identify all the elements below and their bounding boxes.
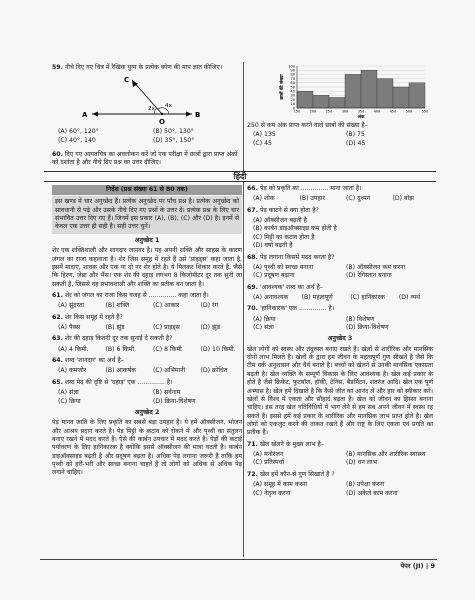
instructions-body: इस खण्ड में चार अनुच्छेद हैं। प्रत्येक अनुच्छेद पर पाँच प्रश्न है। प्रत्येक अनुच्छेद को सावधानी से पढ़े और उसके नीचे दिए गए प्रश्नों के उत्तर दें। प्रत्येक प्रश्न के लिए चार संभावित उत्तर दिए गए हैं। जिनमें इस प्रकार (A), (B), (C) और (D) है। इनमें से केवल एक उत्तर ही सही है। सही उत्तर चुनें। (52, 196, 242, 233)
y-tick-label: 40 (290, 89, 295, 94)
option-c[interactable]: (C) प्राइड्स (153, 324, 180, 332)
options-67 (253, 217, 433, 250)
option-d[interactable]: (D) क्रिया-विशेषण (153, 397, 196, 405)
histogram (247, 62, 433, 120)
question-text: शब्द 'शानदार' का अर्थ है– (64, 357, 124, 365)
question-number: 61. (52, 291, 63, 299)
y-tick-label: 50 (290, 85, 295, 90)
option-a[interactable]: (A) क्रिया (253, 315, 276, 323)
label-o: O (159, 118, 165, 127)
y-tick-label: 30 (290, 93, 295, 98)
question-60-prompt: 250 से कम अंक प्राप्त करने वाले छात्रों की संख्या है– (247, 122, 368, 129)
instructions-header: निर्देश (प्रश्न संख्या 61 से 80 तक) (52, 185, 242, 195)
option-c[interactable]: (C) प्रतिस्पर्धा (253, 459, 285, 467)
question-text: दिए गए आयतचित्र का अवलोकन करें जो एक परीक्षा में छात्रों द्वारा प्राप्त अंकों को दर्शाता है और नीचे दिए प्रश्न का उत्तर दीजिए। (52, 151, 238, 167)
passage-2-text: पेड़ मानव जाति के लिए प्रकृति का सबसे बड़ा उपहार है। ये हमें ऑक्सीजन, भोजन और आश्रय प्रदान करते है। पेड़ मिट्टी के कटाव को रोकने में और पृथ्वी का संतुलन बनाए रखने में मदद करते हैं। ऐसे की कार्बन उपचार में मदद करते है। पेड़ों की कटाई पर्यावरण के लिए हानिकारक है क्योंकि इससे ऑक्सीजन की मात्रा घटती है। कार्बन डाइऑक्साइड बढ़ती है और प्रदूषण बढ़ता है। अधिक पेड़ लगाना जरूरी है ताकि हम पृथ्वी को हरी-भरी और स्वच्छ बनाना चाहते है तो लोगों को अधिक से अधिक पेड़ लगाने चाहिए। (52, 419, 242, 477)
question-number: 72. (247, 470, 258, 478)
option-d[interactable]: (D) रेगिस्तान बनाना (346, 272, 392, 280)
y-tick-label: 20 (290, 97, 295, 102)
option-d[interactable]: (D) क्रिया-विशेषण (346, 324, 389, 332)
label-b: B (195, 111, 201, 120)
passage-3-text: खेल लोगों को स्वस्थ और तंदुरुस्त बनाए रखते है। खेलों से शारीरिक और मानसिक दोनों लाभ मिलते है। खेलों के द्वारा हम जीवन के महत्वपूर्ण गुण सीखते है जैसे कि टीम वर्क अनुशासन और धैर्य बनाते है। बच्चों को खेलने से उनकी मानसिक एकाग्रता बढ़ती है। खेल व्यक्ति के सम्पूर्ण विकास के लिए आवश्यक है। खेल कई प्रकार के होते है जैसे क्रिकेट, फुटबॉल, हॉकी, टेनिस, बैडमिंटन, शतरंज आदि। खेल एक पूर्ण अभ्यास है। खेल हमें दिखाते है कि कैसे जीत का आनंद लें और हार को स्वीकार करें। खेलों से विश्व में एकता और सौहार्द बढ़ता है। खेल को जीवन का हिस्सा बनाना चाहिए। इस तरह खेल गतिविधियों में भाग लेने से हम सब अपने जीवन में स्वस्थ रह सकते है। इससे हमें कई प्रकार के शारीरिक और मानसिक लाभ प्राप्त होते है। खेल लोगों को एकजुट करने की ताकत रखते हैं और राष्ट्र के लिए एकता एवं प्रगति का प्रतीक है। (247, 345, 433, 437)
options-60 (253, 131, 433, 148)
option-c[interactable]: (C) हानिकारक (350, 293, 385, 301)
option-b[interactable]: (B) विशेषण (346, 315, 375, 323)
question-text: नीचे दिए गए चित्र में रैखिक युग्म के प्रत्येक कोण की माप ज्ञात कीजिए। (64, 64, 223, 71)
option-d[interactable]: (D) 10 किमी. (200, 345, 236, 353)
x-axis-label: अंक (357, 115, 365, 120)
option-b[interactable]: (B) 6 किमी. (105, 345, 137, 353)
option-b[interactable]: (B) ऑक्सीजन कम करना (346, 263, 406, 271)
option-b[interactable]: (B) उपेक्षा करना (346, 481, 385, 489)
passage-1-title: अनुच्छेद 1 (134, 236, 160, 244)
option-c[interactable]: (C) दुश्मन (346, 195, 371, 203)
x-tick-label: 400 (373, 109, 381, 114)
option-a[interactable]: (A) संज्ञा (58, 389, 79, 397)
option-a[interactable]: (A) मनोरंजन (253, 451, 284, 459)
section-title: हिंदी (44, 171, 436, 182)
question-text: 'हानिकारक' एक .............. है। (259, 305, 335, 313)
option-c[interactable]: (C) संज्ञा (253, 324, 274, 332)
option-d[interactable]: (D) 45 (346, 139, 366, 147)
question-number: 66. (247, 185, 258, 192)
question-number: 64. (52, 357, 63, 365)
option-c[interactable]: (C) क्रिया (58, 397, 81, 405)
option-c[interactable]: (C) प्रदूषण बढ़ाना (253, 272, 295, 280)
options-68 (253, 264, 433, 281)
question-text: पेड़ लगाना किसमें मदद करता है? (259, 253, 335, 261)
y-tick-label: 70 (290, 76, 295, 81)
bar (361, 70, 377, 108)
x-tick-label: 450 (389, 109, 397, 114)
option-a[interactable]: (A) पृथ्वी को स्वच्छ बनाना (253, 263, 314, 271)
option-b[interactable]: (B) आकर्षक (105, 367, 136, 375)
question-59 (52, 64, 242, 170)
question-text: पेड़ को प्रकृति का .............. माना जाता है। (259, 185, 362, 192)
x-tick-label: 250 (325, 109, 333, 114)
question-text: 'आवश्यक' शब्द का अर्थ है– (259, 283, 323, 291)
y-tick-label: 60 (290, 81, 295, 86)
bar (409, 83, 425, 108)
option-a[interactable]: (A) कमजोर (58, 367, 87, 375)
footer-rule (40, 559, 437, 560)
column-divider-bottom (243, 182, 244, 557)
label-4x: 4x (165, 103, 172, 110)
y-axis-label: छात्रों की संख्या (280, 74, 285, 100)
options-72 (253, 481, 433, 498)
right-column-hindi (247, 185, 433, 501)
x-tick-label: 350 (357, 109, 365, 114)
options-69 (253, 294, 433, 302)
option-c[interactable]: (C) 40°, 140 (58, 136, 96, 144)
question-text: खेल हमें कौन-से गुण सिखाते है ? (259, 470, 335, 478)
x-tick-label: 500 (405, 109, 413, 114)
option-c[interactable]: (C) 8 किमी (153, 345, 182, 353)
option-d[interactable]: (D) रंग (200, 302, 219, 310)
question-number: 69. (247, 283, 258, 291)
bar (377, 79, 393, 108)
option-a[interactable]: (A) सुंदरता (58, 302, 85, 310)
option-b[interactable]: (B) शक्ति (105, 302, 130, 310)
option-a[interactable]: (A) अनावश्यक (253, 293, 289, 301)
y-tick-label: 90 (290, 68, 295, 73)
bar (313, 95, 329, 108)
option-a[interactable]: (A) समूह में काम करना (253, 481, 308, 489)
option-a[interactable]: (A) 135 (253, 131, 276, 139)
option-c[interactable]: (C) अभिमानी (153, 367, 186, 375)
option-d[interactable]: (D) क्रोधित (200, 367, 228, 375)
option-d[interactable]: (D) वर्षा बढ़ती है (253, 242, 293, 250)
question-text: शेर किस समूह में रहते हैं? (64, 313, 123, 321)
label-a: A (82, 111, 88, 120)
question-number: 70. (247, 305, 258, 313)
option-d[interactable]: (D) व्यर्थ (398, 293, 421, 301)
label-2x: 2x (148, 106, 155, 113)
option-b[interactable]: (B) मानसिक और शारीरिक स्वास्थ्य (346, 451, 426, 459)
option-d[interactable]: (D) बोझ (392, 195, 414, 203)
options-63 (58, 346, 242, 354)
question-text: शब्द मेद की दृष्टि से 'दहाड़' एक .............. है। (64, 378, 173, 386)
question-text: खेल खेलने के मुख्य लाभ है– (259, 440, 324, 448)
question-number: 62. (52, 313, 63, 321)
option-b[interactable]: (B) सर्वनाम (153, 389, 181, 397)
question-text: शेर की दहाड़ कितनी दूर तक सुनाई दे सकती है? (64, 335, 173, 343)
option-a[interactable]: (A) पैक्स (58, 324, 81, 332)
passage-1-text: शेर एक शक्तिशाली और शानदार जानवर है। यह अपनी शक्ति और साहस के कारण जंगल का राजा कहलाता है। शेर जिस समूह में रहते हैं उसे 'प्राइड्स' कहा जाता है, इसमें मादाएं, शावक और एक या दो नर शेर होते है। ये मिलकर शिकार करते हैं, जैसे कि हिरण, जेब्रा और भैंस। एक शेर की दहाड़ लगभग 8 किलोमीटर दूर तक सुनी जा सकती है, जिससे वह प्रभावशाली और शक्ति का प्रतीक बन जाता है। (52, 247, 242, 288)
bar (345, 74, 361, 108)
options-62 (58, 324, 242, 332)
column-divider-top (243, 62, 244, 172)
question-number: 59. (52, 64, 63, 71)
bar (329, 98, 345, 109)
bar (297, 91, 313, 108)
question-text: पेड़ काटने से क्या होता है? (259, 206, 319, 214)
options-66 (253, 195, 433, 203)
options-70 (253, 316, 433, 333)
question-number: 65. (52, 378, 63, 386)
question-number: 71. (247, 440, 258, 448)
x-tick-label: 550 (421, 109, 429, 114)
option-b[interactable]: (B) उपहार (299, 195, 325, 203)
option-b[interactable]: (B) 75 (346, 131, 365, 139)
option-b[interactable]: (B) झुंड (105, 324, 125, 332)
y-tick-label: 100 (288, 64, 295, 69)
option-d[interactable]: (D) झुंड (200, 324, 221, 332)
x-tick-label: 150 (293, 109, 301, 114)
question-number: 68. (247, 253, 258, 261)
y-tick-label: 0 (292, 106, 295, 111)
question-number: 60. (52, 151, 63, 159)
page-footer: पेपर (JI) | 9 (400, 562, 435, 570)
options-71 (253, 451, 433, 468)
left-column-hindi (52, 185, 242, 481)
passage-3-title: अनुच्छेद 3 (327, 335, 353, 343)
y-tick-label: 10 (290, 102, 295, 107)
question-number: 63. (52, 335, 63, 343)
option-a[interactable]: (A) शोक (253, 195, 275, 203)
option-d[interactable]: (D) 35°, 150° (153, 136, 195, 144)
passage-2-title: अनुच्छेद 2 (134, 408, 160, 416)
option-c[interactable]: (C) आकार (153, 302, 180, 310)
question-number: 67. (247, 206, 258, 214)
option-a[interactable]: (A) 4 किमी. (58, 345, 89, 353)
label-c: C (124, 76, 130, 85)
options-59 (58, 128, 242, 145)
option-c[interactable]: (C) 45 (253, 139, 272, 147)
option-b[interactable]: (B) कार्बन डाइऑक्साइड कम होती है (253, 225, 337, 233)
options-65 (58, 389, 242, 406)
option-d[interactable]: (D) धन लाभ (346, 459, 377, 467)
option-c[interactable]: (C) नेतृत्व करना (253, 489, 291, 497)
bar (393, 87, 409, 108)
question-text: शेर को जंगल का राजा किस वजह से .............. कहा जाता है। (64, 291, 209, 299)
option-c[interactable]: (C) मिट्टी का कटाव होता है (253, 233, 315, 241)
option-a[interactable]: (A) ऑक्सीजन बढ़ती है (253, 217, 307, 225)
option-b[interactable]: (B) 50°, 130° (153, 128, 194, 136)
options-64 (58, 367, 242, 375)
options-61 (58, 302, 242, 310)
option-d[interactable]: (D) अकेले काम करना (346, 489, 398, 497)
option-a[interactable]: (A) 60°, 120° (58, 128, 99, 136)
angle-diagram (52, 74, 242, 126)
x-tick-label: 200 (309, 109, 317, 114)
x-tick-label: 300 (341, 109, 349, 114)
question-60-chart (247, 62, 433, 151)
option-b[interactable]: (B) महत्वपूर्ण (301, 293, 333, 301)
y-tick-label: 80 (290, 72, 295, 77)
